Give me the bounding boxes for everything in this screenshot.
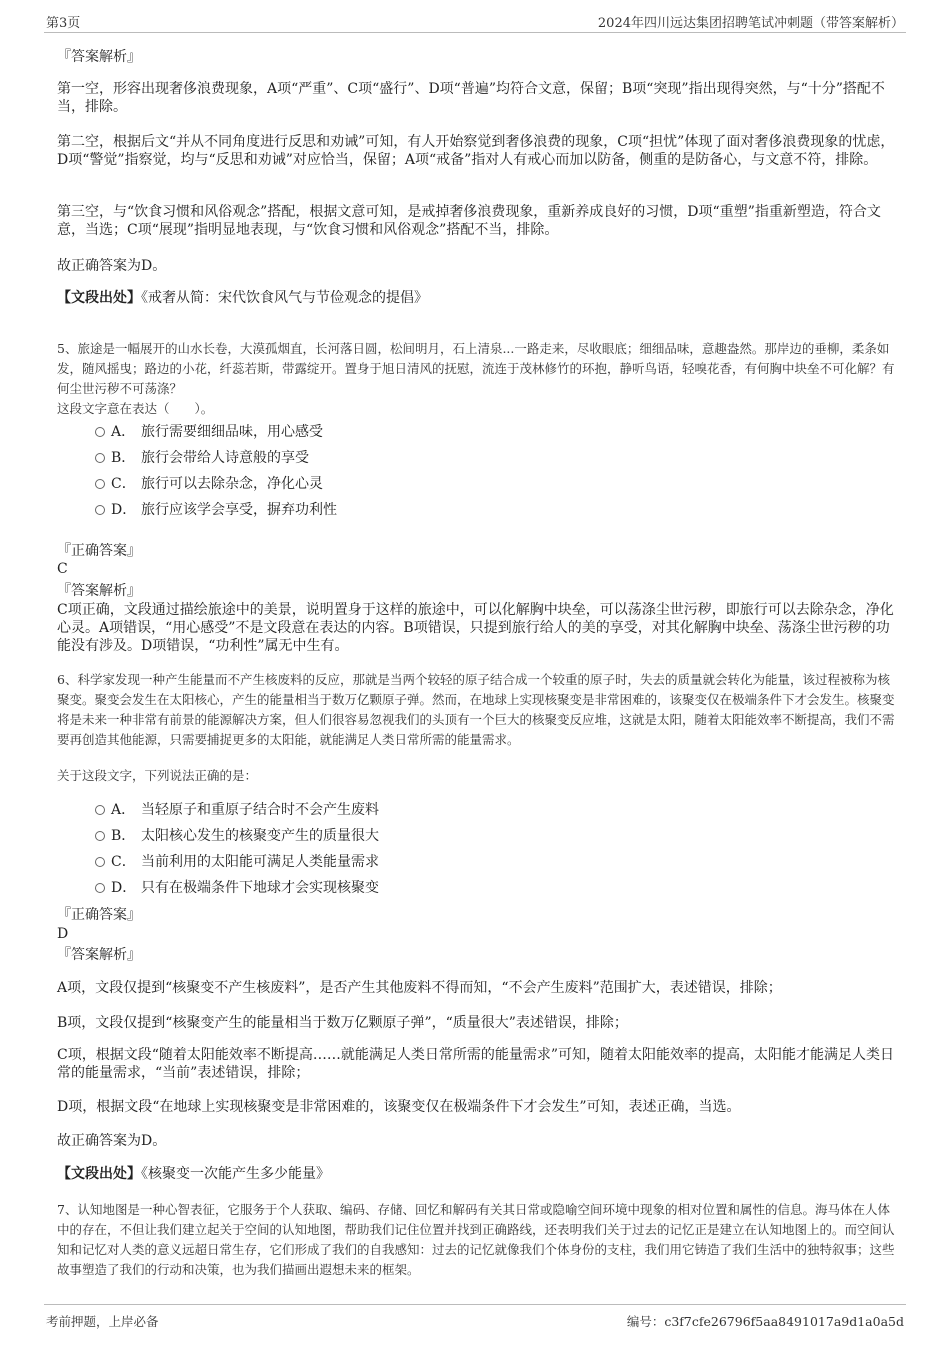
- q6-answer: D: [57, 926, 69, 942]
- q5-question: 这段文字意在表达（ ）。: [57, 401, 214, 416]
- option-letter: C．: [111, 476, 136, 492]
- q6-question: 关于这段文字，下列说法正确的是：: [57, 768, 258, 783]
- option-text: 当前利用的太阳能可满足人类能量需求: [141, 854, 379, 870]
- q6-analysis-c: C项，根据文段“随着太阳能效率不断提高……就能满足人类日常所需的能量需求”可知，随着太阳能效率的提高，太阳能才能满足人类日常的能量需求，“当前”表述错误，排除；: [57, 1047, 895, 1081]
- q6-stem: 6、科学家发现一种产生能量而不产生核废料的反应，那就是当两个较轻的原子结合成一个较重的原子时，失去的质量就会转化为能量，该过程被称为核聚变。聚变会发生在太阳核心，产生的能量相当于数万亿颗原子弹。然而，在地球上实现核聚变是非常困难的，该聚变仅在极端条件下才会发生。核聚变将是未来一种非常有前景的能源解决方案，但人们很容易忽视我们的头顶有一个巨大的核聚变反应堆，这就是太阳，随着太阳能效率不断提高，我们不需要再创造其他能源，只需要捕捉更多的太阳能，就能满足人类日常所需的能量需求。: [57, 672, 895, 747]
- q4-analysis-p1: 第一空，形容出现奢侈浪费现象，A项“严重”、C项“盛行”、D项“普遍”均符合文意，保留；B项“突现”指出现得突然，与“十分”搭配不当，排除。: [57, 81, 885, 115]
- q5-option-b[interactable]: [95, 448, 795, 468]
- option-letter: B．: [111, 828, 136, 844]
- footer-divider: [44, 1304, 906, 1305]
- q5-stem: 5、旅途是一幅展开的山水长卷，大漠孤烟直，长河落日圆，松间明月，石上清泉...一路走来，尽收眼底；细细品味，意趣盎然。那岸边的垂柳，柔条如发，随风摇曳；路边的小花，纤蕊若斯，带露绽开。置身于旭日清风的抚慰，流连于茂林修竹的环抱，静听鸟语，轻嗅花香，有何胸中块垒不可化解？有何尘世污秽不可荡涤？: [57, 341, 895, 396]
- radio-icon[interactable]: [95, 505, 105, 515]
- q6-option-b[interactable]: [95, 826, 795, 846]
- q4-analysis-p3: 第三空，与“饮食习惯和风俗观念”搭配，根据文意可知，是戒掉奢侈浪费现象，重新养成良好的习惯，D项“重塑”指重新塑造，符合文意，当选；C项“展现”指明显地表现，与“饮食习惯和风俗观念”搭配不当，排除。: [57, 204, 881, 238]
- q5-answer-heading: 『正确答案』: [57, 543, 141, 559]
- q6-conclusion: 故正确答案为D。: [57, 1133, 167, 1149]
- q6-analysis-a: A项，文段仅提到“核聚变不产生核废料”，是否产生其他废料不得而知，“不会产生废料”范围扩大，表述错误，排除；: [57, 980, 782, 996]
- q6-analysis-b: B项，文段仅提到“核聚变产生的能量相当于数万亿颗原子弹”，“质量很大”表述错误，排除；: [57, 1015, 628, 1031]
- q6-answer-heading: 『正确答案』: [57, 907, 141, 923]
- q5-option-a[interactable]: [95, 422, 795, 442]
- q4-analysis-heading: 『答案解析』: [57, 49, 141, 65]
- radio-icon[interactable]: [95, 479, 105, 489]
- document-title: 2024年四川远达集团招聘笔试冲刺题（带答案解析）: [597, 16, 904, 31]
- radio-icon[interactable]: [95, 453, 105, 463]
- option-text: 只有在极端条件下地球才会实现核聚变: [141, 880, 379, 896]
- q4-source-title: 《戒奢从简：宋代饮食风气与节俭观念的提倡》: [141, 290, 428, 306]
- option-text: 太阳核心发生的核聚变产生的质量很大: [141, 828, 379, 844]
- radio-icon[interactable]: [95, 427, 105, 437]
- page-header: [44, 12, 906, 32]
- q6-option-d[interactable]: [95, 878, 795, 898]
- q6-source-title: 《核聚变一次能产生多少能量》: [141, 1166, 330, 1182]
- radio-icon[interactable]: [95, 805, 105, 815]
- option-text: 旅行需要细细品味，用心感受: [141, 424, 323, 440]
- option-letter: B．: [111, 450, 136, 466]
- option-text: 旅行应该学会享受，摒弃功利性: [141, 502, 337, 518]
- q6-source-label: 【文段出处】: [57, 1166, 141, 1182]
- radio-icon[interactable]: [95, 883, 105, 893]
- q5-analysis: C项正确，文段通过描绘旅途中的美景，说明置身于这样的旅途中，可以化解胸中块垒，可以荡涤尘世污秽，即旅行可以去除杂念，净化心灵。A项错误，“用心感受”不是文段意在表达的内容。B项错误，只提到旅行给人的美的享受，对其化解胸中块垒、荡涤尘世污秽的功能没有涉及。D项错误，“功利性”属无中生有。: [57, 602, 894, 654]
- q4-conclusion: 故正确答案为D。: [57, 258, 167, 274]
- q6-option-c[interactable]: [95, 852, 795, 872]
- page-number: 第3页: [46, 16, 81, 31]
- q5-option-d[interactable]: [95, 500, 795, 520]
- q4-source: [57, 289, 899, 307]
- header-divider: [44, 32, 906, 33]
- option-letter: C．: [111, 854, 136, 870]
- option-text: 旅行可以去除杂念，净化心灵: [141, 476, 323, 492]
- option-text: 旅行会带给人诗意般的享受: [141, 450, 309, 466]
- q7-stem: 7、认知地图是一种心智表征，它服务于个人获取、编码、存储、回忆和解码有关其日常或隐喻空间环境中现象的相对位置和属性的信息。海马体在人体中的存在，不但让我们建立起关于空间的认知地图，帮助我们记住位置并找到正确路线，还表明我们关于过去的记忆正是建立在认知地图上的。而空间认知和记忆对人类的意义远超日常生存，它们形成了我们的自我感知：过去的记忆就像我们个体身份的支柱，我们用它铸造了我们生活中的独特叙事；这些故事塑造了我们的行动和决策，也为我们描画出遐想未来的框架。: [57, 1202, 895, 1277]
- q4-source-label: 【文段出处】: [57, 290, 141, 306]
- option-text: 当轻原子和重原子结合时不会产生废料: [141, 802, 379, 818]
- q6-analysis-heading: 『答案解析』: [57, 947, 141, 963]
- option-letter: D．: [111, 502, 137, 518]
- q5-analysis-heading: 『答案解析』: [57, 583, 141, 599]
- document-code: 编号：c3f7cfe26796f5aa8491017a9d1a0a5d: [626, 1314, 904, 1329]
- radio-icon[interactable]: [95, 857, 105, 867]
- footer-slogan: 考前押题，上岸必备: [46, 1314, 159, 1329]
- q5-answer: C: [57, 561, 68, 577]
- q6-source: [57, 1165, 899, 1183]
- option-letter: D．: [111, 880, 137, 896]
- option-letter: A．: [111, 424, 136, 440]
- q6-analysis-d: D项，根据文段“在地球上实现核聚变是非常困难的，该聚变仅在极端条件下才会发生”可知，表述正确，当选。: [57, 1099, 741, 1115]
- radio-icon[interactable]: [95, 831, 105, 841]
- q6-option-a[interactable]: [95, 800, 795, 820]
- q4-analysis-p2: 第二空，根据后文“并从不同角度进行反思和劝诫”可知，有人开始察觉到奢侈浪费的现象，C项“担忧”体现了面对奢侈浪费现象的忧虑，D项“警觉”指察觉，均与“反思和劝诫”对应恰当，保留；A项“戒备”指对人有戒心而加以防备，侧重的是防备心，与文意不符，排除。: [57, 134, 895, 168]
- option-letter: A．: [111, 802, 136, 818]
- q5-option-c[interactable]: [95, 474, 795, 494]
